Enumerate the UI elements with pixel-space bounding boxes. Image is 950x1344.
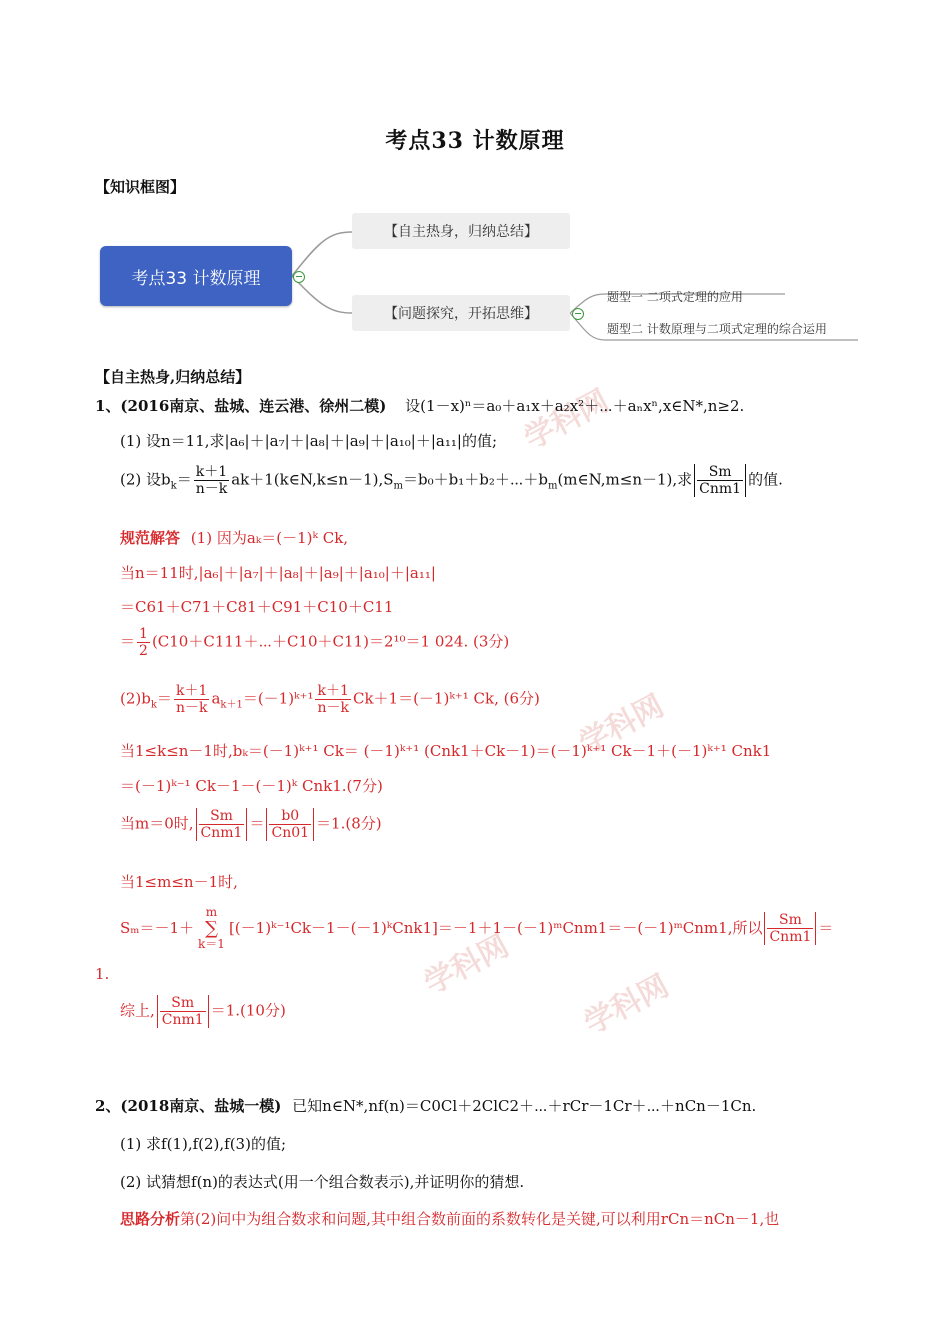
question-1-source: 1、(2016南京、盐城、连云港、徐州二模) <box>95 397 387 415</box>
solution-label: 规范解答 <box>120 529 181 547</box>
watermark-4: 学科网 <box>578 968 675 1042</box>
solution-line-4: ＝ $\frac{1}{2}$ (C10＋C111＋⋯＋C10＋C11)＝2¹⁰＝1 024. (3分) <box>120 626 510 660</box>
mindmap-node-warmup[interactable]: 【自主热身，归纳总结】 <box>352 213 570 249</box>
question-2-text: 已知n∈N*,nf(n)＝C0Cl＋2ClC2＋⋯＋rCr－1Cr＋⋯＋nCn－1Cn. <box>292 1097 757 1115</box>
fraction: $\frac{k+1}{n-k}$ <box>195 464 228 498</box>
question-1-stem <box>95 395 744 416</box>
question-2-part-2: (2) 试猜想f(n)的表达式(用一个组合数表示),并证明你的猜想. <box>120 1173 525 1191</box>
watermark-3: 学科网 <box>418 928 515 1002</box>
mindmap-node-explore[interactable]: 【问题探究，开拓思维】 <box>352 295 570 331</box>
solution-line-12: 综上, $\frac{Sm}{\text{Cnm1}}$ ＝1.(10分) <box>120 995 286 1029</box>
collapse-toggle-icon[interactable] <box>293 271 305 283</box>
page-title: 考点33 计数原理 <box>385 128 565 154</box>
watermark-2: 学科网 <box>573 688 670 762</box>
section-warmup-heading: 【自主热身,归纳总结】 <box>95 368 251 386</box>
solution-line-2: 当n＝11时,|a₆|＋|a₇|＋|a₈|＋|a₉|＋|a₁₀|＋|a₁₁| <box>120 564 436 582</box>
question-1-text: 设(1－x)ⁿ＝a₀＋a₁x＋a₂x²＋⋯＋aₙxⁿ,x∈N*,n≥2. <box>405 397 745 415</box>
solution-line-6: 当1≤k≤n－1时,bₖ＝(－1)ᵏ⁺¹ Ck＝ (－1)ᵏ⁺¹ (Cnk1＋Ck－1)＝(－1)ᵏ⁺¹ Ck－1＋(－1)ᵏ⁺¹ Cnk1 <box>120 742 772 760</box>
solution-line-3: ＝C61＋C71＋C81＋C91＋C10＋C11 <box>120 598 394 616</box>
mindmap-root-node[interactable]: 考点33 计数原理 <box>100 246 292 306</box>
mindmap-leaf-type1[interactable]: 题型一 二项式定理的应用 <box>607 290 743 304</box>
solution-line-10: Sₘ＝－1＋ m ∑ k＝1 [(－1)ᵏ⁻¹Ck－1－(－1)ᵏCnk1]＝－1＋1－(－1)ᵐCnm1＝－(－1)ᵐCnm1,所以 $\frac{Sm}{\text{Cnm1}}$ ＝ <box>120 905 834 951</box>
solution-line-9: 当1≤m≤n－1时, <box>120 873 238 891</box>
analysis-label: 思路分析 <box>120 1210 181 1228</box>
solution-line-7: ＝(－1)ᵏ⁻¹ Ck－1－(－1)ᵏ Cnk1.(7分) <box>120 777 383 795</box>
solution-line-8: 当m＝0时, $\frac{Sm}{\text{Cnm1}}$ ＝ $\frac{b0}{Cn01}$ ＝1.(8分) <box>120 808 382 842</box>
question-2-source: 2、(2018南京、盐城一模) <box>95 1097 282 1115</box>
question-2-analysis: 思路分析第(2)问中为组合数求和问题,其中组合数前面的系数转化是关键,可以利用rCn＝nCn－1,也 <box>120 1210 780 1228</box>
question-2-stem <box>95 1095 756 1116</box>
solution-line-1: 规范解答 (1) 因为aₖ＝(－1)ᵏ Ck, <box>120 529 349 547</box>
mindmap-leaf-type2[interactable]: 题型二 计数原理与二项式定理的综合运用 <box>607 322 827 336</box>
solution-line-11: 1. <box>95 965 110 983</box>
question-1-part-2: (2) 设$b_k=$ $\frac{k+1}{n-k}$ $ak+1(k\in N,k\le n-1),S_m=b_0+b_1+b_2+\cdots+b_m(m\in N,m\le n-1)$,求 $\frac{Sm}{\text{Cnm1}}$ 的值. <box>120 464 783 498</box>
watermark-1: 学科网 <box>518 383 615 457</box>
section-knowledge-heading: 【知识框图】 <box>95 178 186 196</box>
collapse-toggle-icon[interactable] <box>572 308 584 320</box>
question-2-part-1: (1) 求f(1),f(2),f(3)的值; <box>120 1135 287 1153</box>
solution-line-5: $(2)b_k=$ $\frac{k+1}{n-k}$ $a_{k+1}=(-1)ᵏ^{+1}$ $\frac{k+1}{n-k}$ Ck＋1＝(－1)ᵏ⁺¹ Ck, (6分) <box>120 683 540 717</box>
question-1-part-1: (1) 设n＝11,求|a₆|＋|a₇|＋|a₈|＋|a₉|＋|a₁₀|＋|a₁₁|的值; <box>120 432 497 450</box>
